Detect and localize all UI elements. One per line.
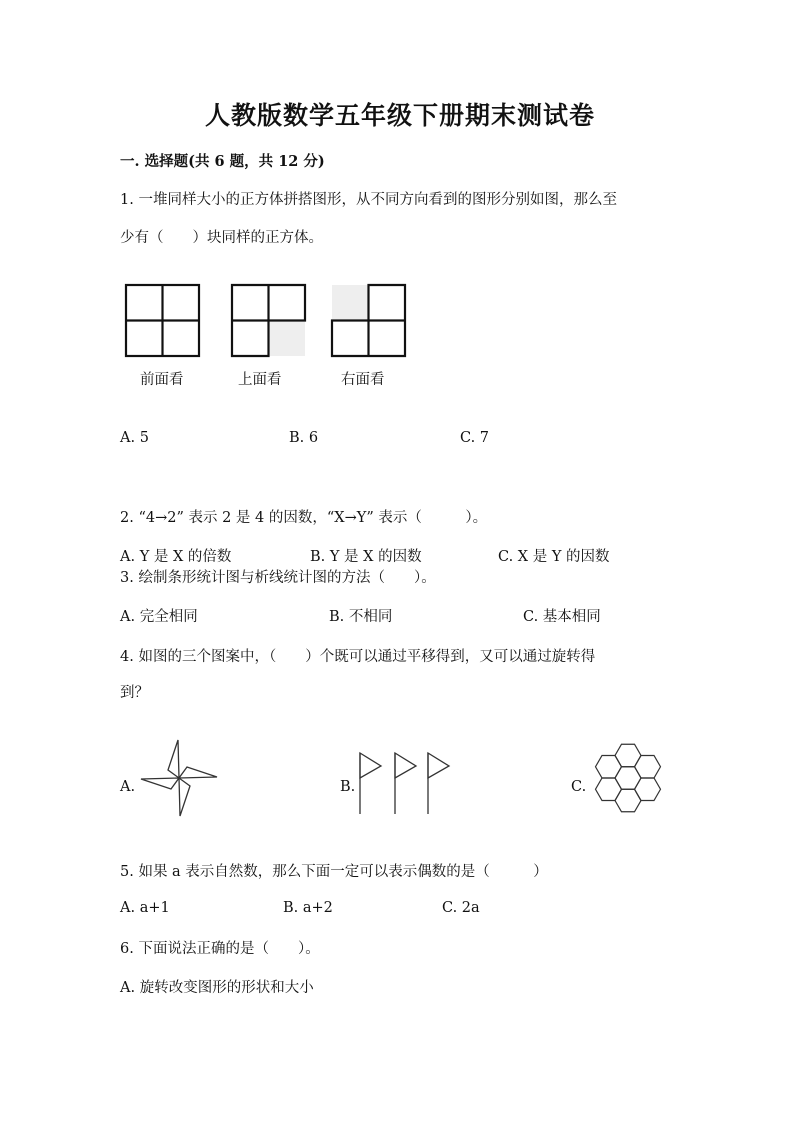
three-flags-figure xyxy=(356,750,452,816)
question-2-text: 2. “4→2” 表示 2 是 4 的因数，“X→Y” 表示（ ）。 xyxy=(120,510,488,526)
q2-option-c[interactable]: C. X 是 Y 的因数 xyxy=(498,549,610,565)
hexagon-shape xyxy=(596,755,622,778)
question-1-text-line2: 少有（ ）块同样的正方体。 xyxy=(120,230,323,246)
hexagon-cluster-figure[interactable] xyxy=(588,738,668,818)
q1-option-c[interactable]: C. 7 xyxy=(460,430,490,446)
top-view-caption: 上面看 xyxy=(238,372,282,388)
question-4-text-line1: 4. 如图的三个图案中，（ ）个既可以通过平移得到，又可以通过旋转得 xyxy=(120,649,596,665)
question-6-text: 6. 下面说法正确的是（ ）。 xyxy=(120,941,320,957)
question-4-text-line2: 到？ xyxy=(120,685,149,701)
question-3-text: 3. 绘制条形统计图与析线统计图的方法（ ）。 xyxy=(120,570,436,586)
q4-option-c-label[interactable]: C. xyxy=(571,779,587,795)
hexagon-shape xyxy=(635,755,661,778)
q3-option-b[interactable]: B. 不相同 xyxy=(329,609,393,625)
q4-option-b-label[interactable]: B. xyxy=(340,779,356,795)
hexagon-shape xyxy=(635,778,661,801)
q3-option-c[interactable]: C. 基本相同 xyxy=(523,609,601,625)
pinwheel-figure xyxy=(140,738,220,818)
hexagon-shape xyxy=(596,778,622,801)
section-heading: 一. 选择题(共 6 题，共 12 分) xyxy=(120,153,325,170)
question-5-text: 5. 如果 a 表示自然数，那么下面一定可以表示偶数的是（ ） xyxy=(120,864,548,880)
front-view-caption: 前面看 xyxy=(140,372,184,388)
q2-option-a[interactable]: A. Y 是 X 的倍数 xyxy=(120,549,232,565)
q5-option-a[interactable]: A. a+1 xyxy=(120,900,170,916)
front-view-figure xyxy=(125,284,201,358)
q4-option-a-label[interactable]: A. xyxy=(120,779,136,795)
q5-option-c[interactable]: C. 2a xyxy=(442,900,480,916)
q6-option-a[interactable]: A. 旋转改变图形的形状和大小 xyxy=(120,980,314,996)
q3-option-a[interactable]: A. 完全相同 xyxy=(120,609,198,625)
top-view-figure xyxy=(231,284,307,358)
question-1-text-line1: 1. 一堆同样大小的正方体拼搭图形，从不同方向看到的图形分别如图，那么至 xyxy=(120,192,617,208)
q5-option-b[interactable]: B. a+2 xyxy=(283,900,333,916)
right-view-caption: 右面看 xyxy=(341,372,385,388)
q1-option-a[interactable]: A. 5 xyxy=(120,430,149,446)
page-title: 人教版数学五年级下册期末测试卷 xyxy=(204,101,595,130)
q1-option-b[interactable]: B. 6 xyxy=(289,430,319,446)
q2-option-b[interactable]: B. Y 是 X 的因数 xyxy=(310,549,422,565)
right-view-figure xyxy=(331,284,407,358)
